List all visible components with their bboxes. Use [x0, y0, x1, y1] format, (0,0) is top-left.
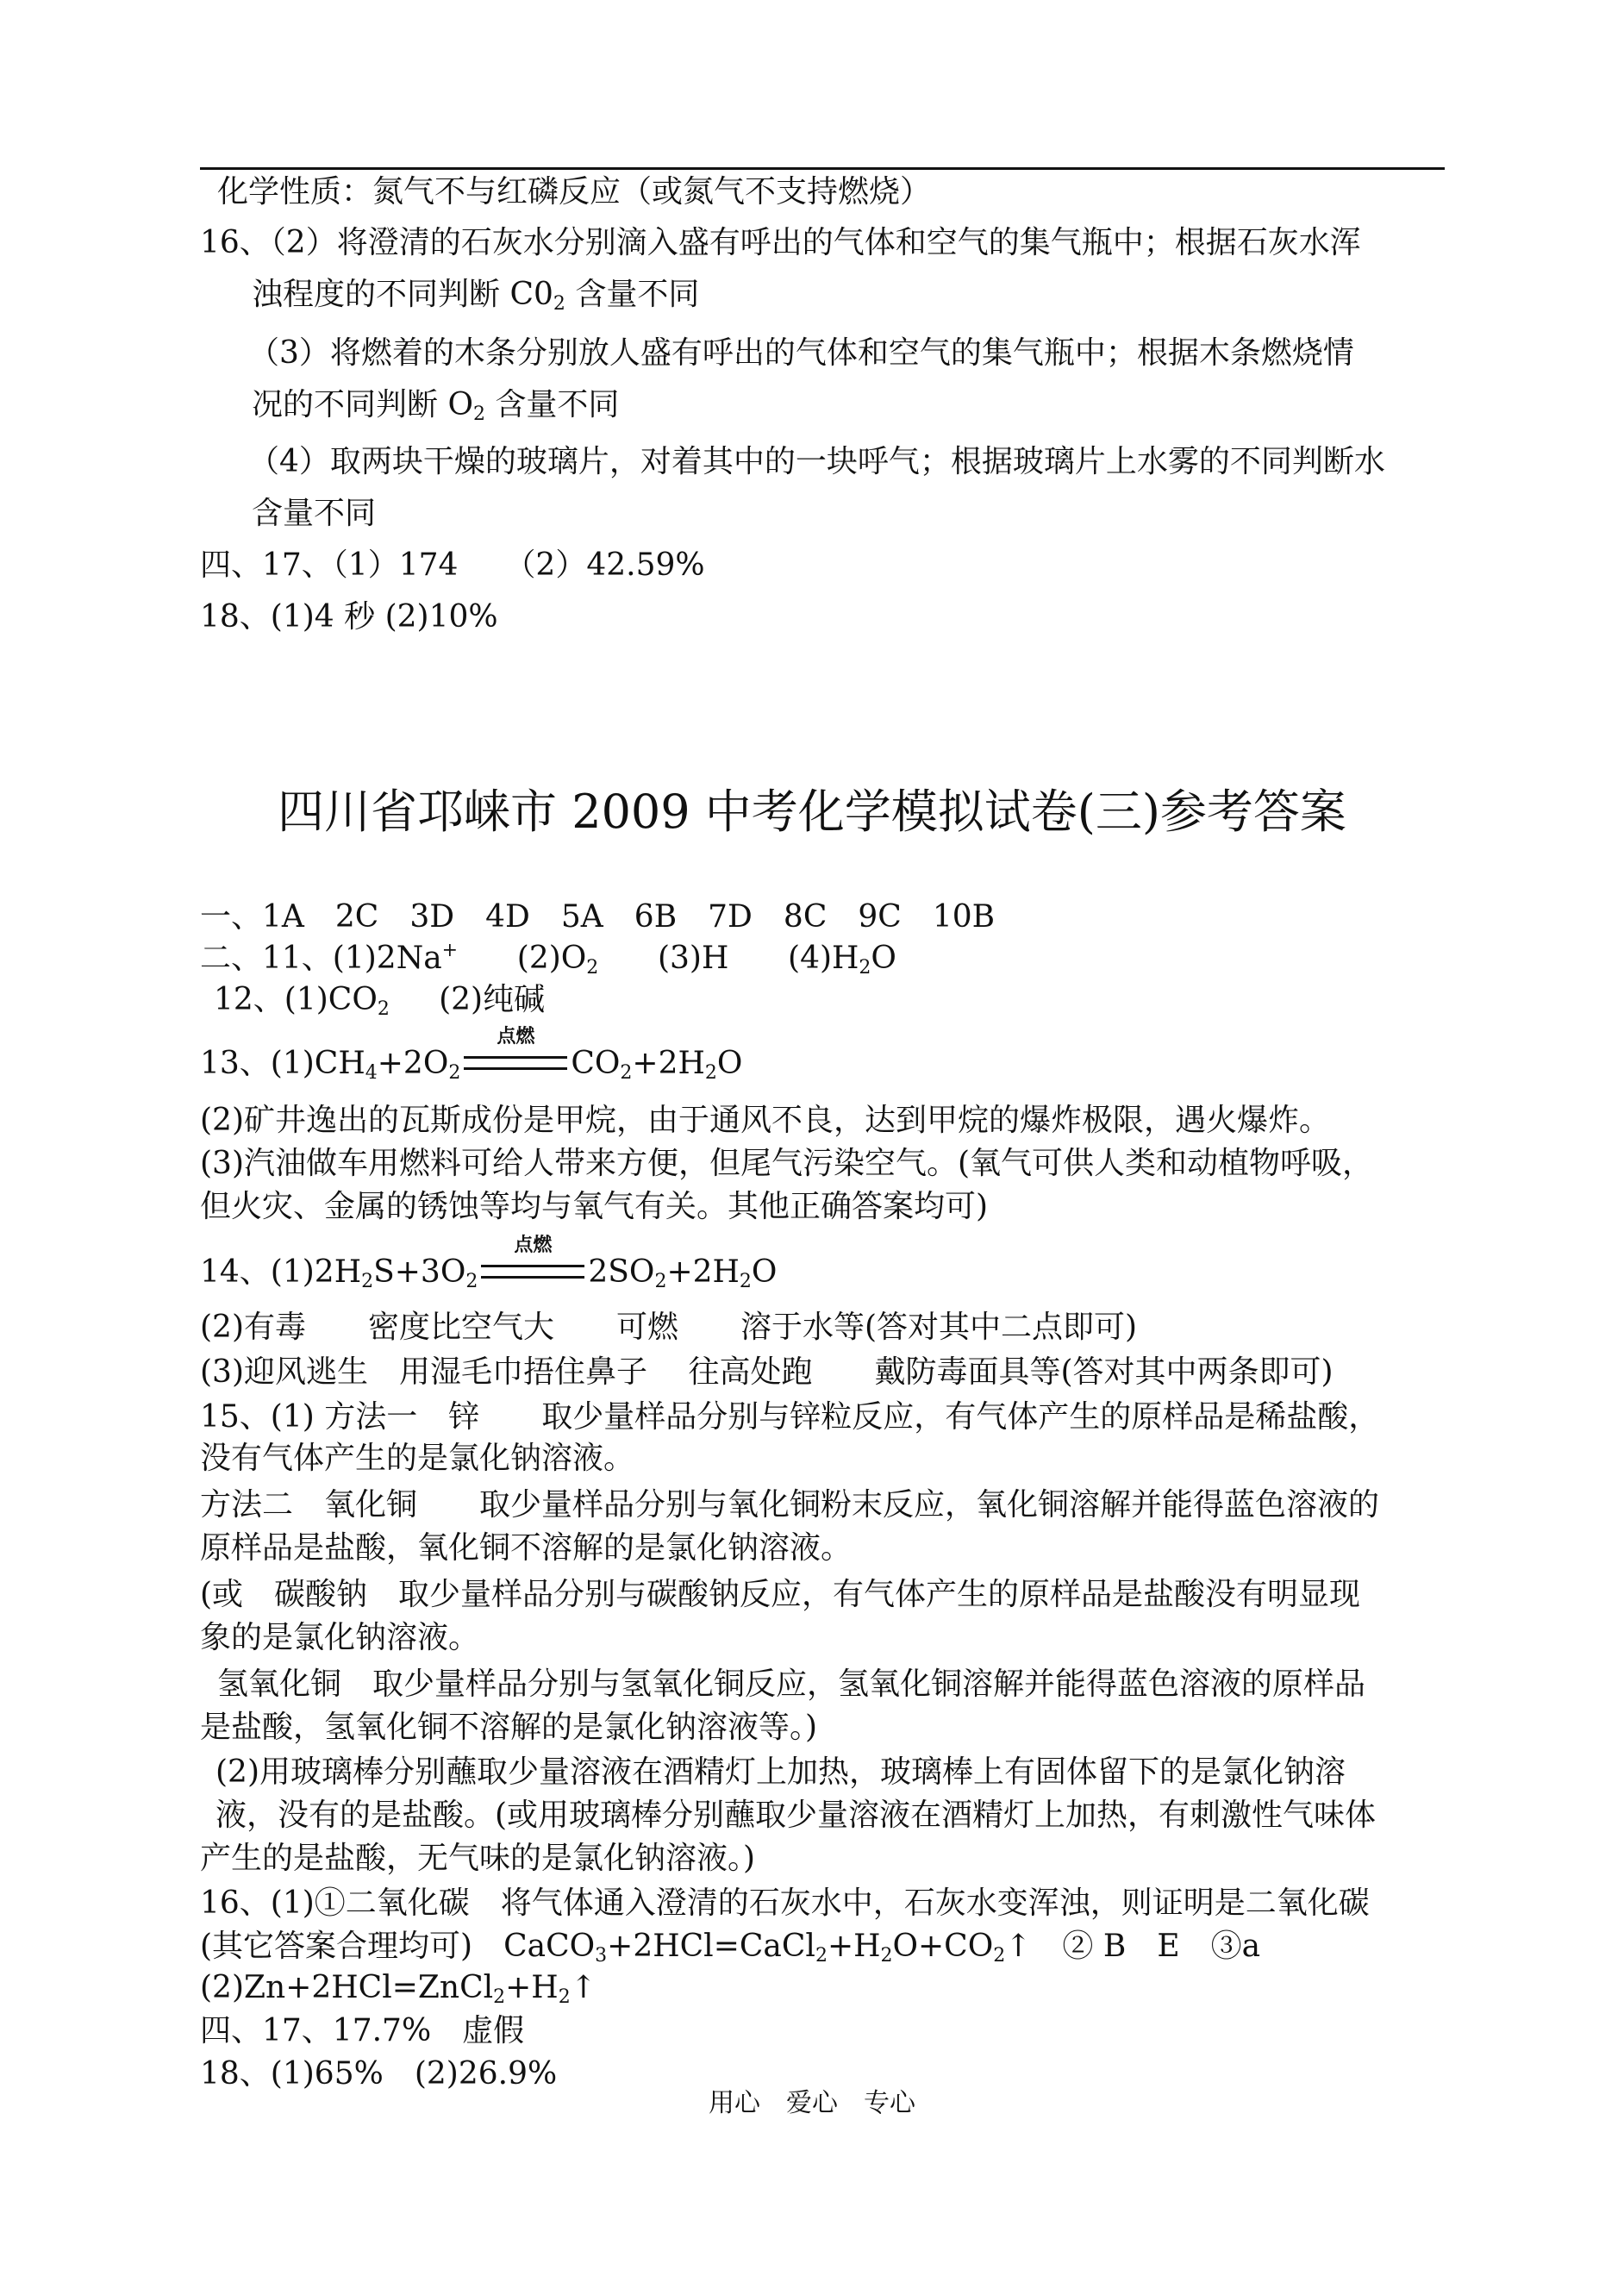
answer-line: 原样品是盐酸，氧化铜不溶解的是氯化钠溶液。 — [200, 1530, 853, 1566]
answer-line: (3)迎风逃生 用湿毛巾捂住鼻子 往高处跑 戴防毒面具等(答对其中两条即可) — [200, 1354, 1334, 1390]
text-line: 18、(1)4 秒 (2)10% — [200, 599, 498, 635]
answer-line: 四、17、17.7% 虚假 — [200, 2013, 525, 2048]
answer-line: 方法二 氧化铜 取少量样品分别与氧化铜粉末反应，氧化铜溶解并能得蓝色溶液的 — [200, 1487, 1380, 1523]
header-rule — [200, 167, 1445, 170]
page-footer: 用心 爱心 专心 — [709, 2088, 915, 2118]
text-line: （4）取两块干燥的玻璃片，对着其中的一块呼气；根据玻璃片上水雾的不同判断水 — [248, 444, 1385, 479]
answer-line: (2)矿井逸出的瓦斯成份是甲烷，由于通风不良，达到甲烷的爆炸极限，遇火爆炸。 — [200, 1103, 1330, 1138]
answer-line: 没有气体产生的是氯化钠溶液。 — [200, 1441, 635, 1476]
page-title: 四川省邛崃市 2009 中考化学模拟试卷(三)参考答案 — [278, 785, 1346, 839]
text-line: 16、（2）将澄清的石灰水分别滴入盛有呼出的气体和空气的集气瓶中；根据石灰水浑 — [200, 225, 1361, 260]
answer-line: 产生的是盐酸，无气味的是氯化钠溶液。) — [200, 1841, 756, 1876]
answer-line: 液，没有的是盐酸。(或用玻璃棒分别蘸取少量溶液在酒精灯上加热，有刺激性气味体 — [215, 1798, 1377, 1833]
answer-line: (或 碳酸钠 取少量样品分别与碳酸钠反应，有气体产生的原样品是盐酸没有明显现 — [200, 1577, 1361, 1612]
text-line: 化学性质：氮气不与红磷反应（或氮气不支持燃烧） — [217, 174, 932, 209]
answer-line: 氢氧化铜 取少量样品分别与氢氧化铜反应，氢氧化铜溶解并能得蓝色溶液的原样品 — [217, 1667, 1366, 1702]
answer-line: (2)有毒 密度比空气大 可燃 溶于水等(答对其中二点即可) — [200, 1310, 1138, 1345]
answer-line: (2)用玻璃棒分别蘸取少量溶液在酒精灯上加热，玻璃棒上有固体留下的是氯化钠溶 — [215, 1754, 1346, 1790]
text-line: 况的不同判断 $O_2$ 含量不同 — [252, 387, 620, 425]
answer-line: 15、(1) 方法一 锌 取少量样品分别与锌粒反应，有气体产生的原样品是稀盐酸， — [200, 1399, 1380, 1435]
answer-line: $(2)Zn+2HCl=ZnCl_2+H_2↑$ — [200, 1970, 597, 2008]
text-line: 含量不同 — [252, 496, 377, 531]
answer-line: 象的是氯化钠溶液。 — [200, 1620, 480, 1655]
answer-line: (其它答案合理均可) $CaCO_3+2HCl=CaCl_2+H_2O+CO_2↑$ ② B E ③a — [200, 1929, 1261, 1967]
text-line: （3）将燃着的木条分别放人盛有呼出的气体和空气的集气瓶中；根据木条燃烧情 — [248, 335, 1354, 371]
answer-line: 二、11、(1)2Na+ $(2)O_2$ (3)H $(4)H_2O$ — [200, 940, 896, 979]
chemical-equation: 13、$(1)CH_4+2O_2$ 点燃 $CO_2+2H_2O$ — [200, 1026, 743, 1084]
answer-line: 是盐酸，氢氧化铜不溶解的是氯化钠溶液等。) — [200, 1710, 818, 1745]
answer-line: (3)汽油做车用燃料可给人带来方便，但尾气污染空气。(氧气可供人类和动植物呼吸， — [200, 1146, 1374, 1181]
answer-line: 一、1A 2C 3D 4D 5A 6B 7D 8C 9C 10B — [200, 899, 996, 935]
chemical-equation: 14、$(1)2H_2S+3O_2$ 点燃 $2SO_2+2H_2O$ — [200, 1235, 778, 1292]
reaction-condition: 点燃 — [464, 1044, 567, 1079]
text-line: 四、17、（1）174 （2）42.59% — [200, 547, 705, 583]
answer-line: 但火灾、金属的锈蚀等均与氧气有关。其他正确答案均可) — [200, 1189, 989, 1224]
answer-line: 12、$(1)CO_2$ (2)纯碱 — [214, 982, 546, 1020]
answer-line: 18、(1)65% (2)26.9% — [200, 2056, 558, 2092]
answer-line: 16、(1)①二氧化碳 将气体通入澄清的石灰水中，石灰水变浑浊，则证明是二氧化碳 — [200, 1885, 1370, 1921]
reaction-condition: 点燃 — [481, 1253, 584, 1287]
text-line: 浊程度的不同判断 $C0_2$ 含量不同 — [252, 277, 700, 315]
